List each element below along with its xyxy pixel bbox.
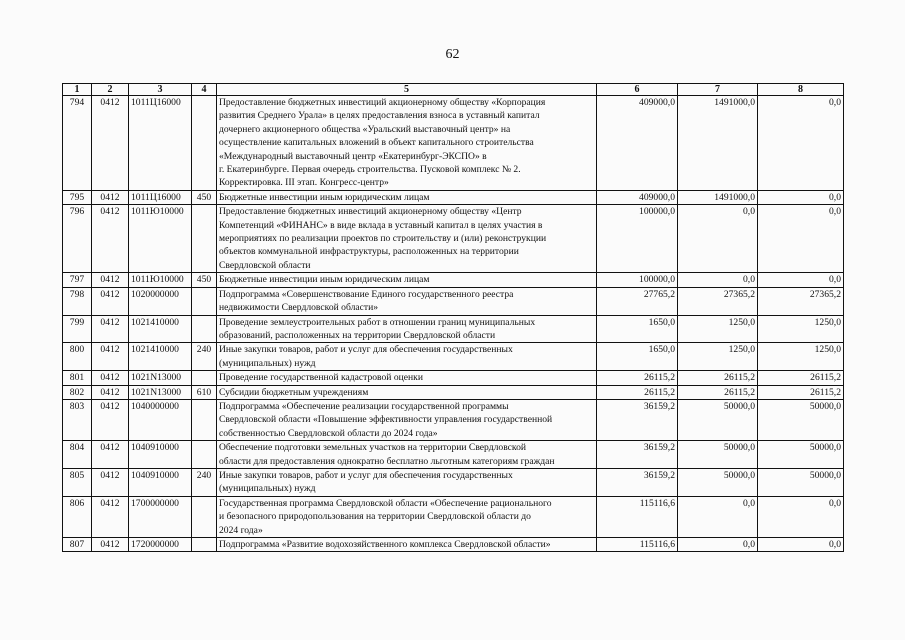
table-row [63, 96, 844, 191]
amount-2024-cell: 1250,0 [758, 343, 844, 371]
description-line: развития Среднего Урала» в целях предоставления взноса в уставный капитал [219, 110, 540, 122]
header-cell: 3 [129, 84, 192, 96]
description-cell [217, 441, 597, 469]
expense-type-cell [192, 287, 217, 315]
amount-2023-cell: 26115,2 [678, 385, 758, 399]
row-number-cell: 806 [63, 496, 92, 537]
description-cell [217, 190, 597, 204]
row-number-cell: 798 [63, 287, 92, 315]
table-row [63, 205, 844, 273]
row-number-cell: 794 [63, 96, 92, 191]
section-code-cell: 0412 [92, 538, 129, 552]
amount-2022-cell: 1650,0 [597, 315, 678, 343]
header-cell: 4 [192, 84, 217, 96]
amount-2024-cell: 0,0 [758, 496, 844, 537]
amount-2024-cell: 50000,0 [758, 468, 844, 496]
target-article-cell: 1011Ю10000 [129, 273, 192, 287]
expense-type-cell: 450 [192, 190, 217, 204]
description-cell [217, 468, 597, 496]
target-article-cell: 1040910000 [129, 441, 192, 469]
amount-2022-cell: 36159,2 [597, 399, 678, 440]
budget-table [62, 83, 844, 552]
amount-2023-cell: 26115,2 [678, 371, 758, 385]
table-row [63, 371, 844, 385]
target-article-cell: 1011Ц16000 [129, 190, 192, 204]
amount-2022-cell: 36159,2 [597, 468, 678, 496]
description-cell [217, 96, 597, 191]
row-number-cell: 797 [63, 273, 92, 287]
description-line: «Международный выставочный центр «Екатеринбург-ЭКСПО» в [219, 150, 487, 162]
header-cell: 1 [63, 84, 92, 96]
row-number-cell: 799 [63, 315, 92, 343]
section-code-cell: 0412 [92, 315, 129, 343]
header-cell: 8 [758, 84, 844, 96]
expense-type-cell [192, 315, 217, 343]
section-code-cell: 0412 [92, 273, 129, 287]
table-row [63, 190, 844, 204]
description-line: Предоставление бюджетных инвестиций акционерному обществу «Корпорация [219, 97, 546, 108]
description-cell [217, 205, 597, 273]
amount-2023-cell: 27365,2 [678, 287, 758, 315]
row-number-cell: 807 [63, 538, 92, 552]
description-line: Обеспечение подготовки земельных участков на территории Свердловской [219, 442, 527, 454]
section-code-cell: 0412 [92, 441, 129, 469]
expense-type-cell: 240 [192, 343, 217, 371]
table-row [63, 538, 844, 552]
expense-type-cell [192, 496, 217, 537]
amount-2024-cell: 50000,0 [758, 441, 844, 469]
amount-2023-cell: 0,0 [678, 273, 758, 287]
description-line: Субсидии бюджетным учреждениям [219, 386, 369, 398]
description-line: объектов коммунальной инфраструктуры, расположенных на территории [219, 246, 519, 258]
target-article-cell: 1700000000 [129, 496, 192, 537]
description-line: мероприятиях по реализации проектов по строительству и (или) реконструкции [219, 233, 547, 245]
amount-2024-cell: 26115,2 [758, 371, 844, 385]
table-row [63, 496, 844, 537]
expense-type-cell [192, 205, 217, 273]
target-article-cell: 1021410000 [129, 343, 192, 371]
target-article-cell: 1720000000 [129, 538, 192, 552]
section-code-cell: 0412 [92, 190, 129, 204]
expense-type-cell: 610 [192, 385, 217, 399]
table-header-row [63, 84, 844, 96]
row-number-cell: 805 [63, 468, 92, 496]
description-line: осуществление капитальных вложений в объект капитального строительства [219, 137, 534, 149]
table-row [63, 385, 844, 399]
section-code-cell: 0412 [92, 96, 129, 191]
table-row [63, 468, 844, 496]
row-number-cell: 795 [63, 190, 92, 204]
description-line: (муниципальных) нужд [219, 357, 316, 369]
expense-type-cell [192, 538, 217, 552]
description-cell [217, 273, 597, 287]
description-line: Проведение землеустроительных работ в отношении границ муниципальных [219, 316, 536, 328]
table-row [63, 343, 844, 371]
header-cell: 2 [92, 84, 129, 96]
section-code-cell: 0412 [92, 287, 129, 315]
amount-2022-cell: 36159,2 [597, 441, 678, 469]
expense-type-cell [192, 399, 217, 440]
amount-2024-cell: 0,0 [758, 273, 844, 287]
description-line: Иные закупки товаров, работ и услуг для обеспечения государственных [219, 344, 513, 356]
table-row [63, 287, 844, 315]
section-code-cell: 0412 [92, 468, 129, 496]
target-article-cell: 1040000000 [129, 399, 192, 440]
description-line: Предоставление бюджетных инвестиций акционерному обществу «Центр [219, 206, 522, 218]
amount-2024-cell: 0,0 [758, 96, 844, 191]
amount-2022-cell: 100000,0 [597, 273, 678, 287]
expense-type-cell [192, 441, 217, 469]
amount-2022-cell: 27765,2 [597, 287, 678, 315]
amount-2024-cell: 0,0 [758, 205, 844, 273]
amount-2022-cell: 409000,0 [597, 96, 678, 191]
section-code-cell: 0412 [92, 385, 129, 399]
table-row [63, 441, 844, 469]
description-line: (муниципальных) нужд [219, 483, 316, 495]
row-number-cell: 803 [63, 399, 92, 440]
amount-2024-cell: 0,0 [758, 538, 844, 552]
target-article-cell: 1011Ц16000 [129, 96, 192, 191]
expense-type-cell [192, 371, 217, 385]
amount-2022-cell: 1650,0 [597, 343, 678, 371]
amount-2024-cell: 1250,0 [758, 315, 844, 343]
table-row [63, 315, 844, 343]
amount-2024-cell: 26115,2 [758, 385, 844, 399]
description-cell [217, 343, 597, 371]
description-line: Свердловской области «Повышение эффективности управления государственной [219, 414, 553, 426]
page-number: 62 [445, 47, 460, 62]
section-code-cell: 0412 [92, 371, 129, 385]
row-number-cell: 802 [63, 385, 92, 399]
table-row [63, 273, 844, 287]
amount-2023-cell: 0,0 [678, 538, 758, 552]
header-cell: 7 [678, 84, 758, 96]
description-cell [217, 538, 597, 552]
table-body [63, 96, 844, 552]
description-line: Компетенций «ФИНАНС» в виде вклада в уставный капитал в целях участия в [219, 219, 543, 231]
target-article-cell: 1011Ю10000 [129, 205, 192, 273]
description-line: недвижимости Свердловской области» [219, 302, 379, 314]
description-cell [217, 399, 597, 440]
section-code-cell: 0412 [92, 343, 129, 371]
description-cell [217, 315, 597, 343]
description-line: образований, расположенных на территории Свердловской области [219, 329, 496, 341]
description-cell [217, 371, 597, 385]
description-line: собственностью Свердловской области до 2024 года» [219, 427, 438, 439]
amount-2022-cell: 26115,2 [597, 385, 678, 399]
description-line: Подпрограмма «Обеспечение реализации государственной программы [219, 400, 509, 412]
row-number-cell: 796 [63, 205, 92, 273]
description-line: Подпрограмма «Совершенствование Единого государственного реестра [219, 288, 514, 300]
amount-2024-cell: 50000,0 [758, 399, 844, 440]
description-line: Бюджетные инвестиции иным юридическим лицам [219, 274, 430, 286]
amount-2023-cell: 0,0 [678, 205, 758, 273]
amount-2023-cell: 1491000,0 [678, 190, 758, 204]
description-line: области для предоставления однократно бесплатно льготным категориям граждан [219, 455, 555, 467]
amount-2022-cell: 115116,6 [597, 496, 678, 537]
amount-2023-cell: 1491000,0 [678, 96, 758, 191]
description-line: Свердловской области [219, 259, 311, 271]
description-line: Государственная программа Свердловской области «Обеспечение рационального [219, 497, 552, 509]
description-line: 2024 года» [219, 524, 263, 536]
target-article-cell: 1021410000 [129, 315, 192, 343]
amount-2022-cell: 409000,0 [597, 190, 678, 204]
description-line: Корректировка. III этап. Конгресс-центр» [219, 177, 389, 189]
description-cell [217, 287, 597, 315]
amount-2022-cell: 115116,6 [597, 538, 678, 552]
target-article-cell: 1021N13000 [129, 371, 192, 385]
amount-2023-cell: 50000,0 [678, 468, 758, 496]
amount-2024-cell: 0,0 [758, 190, 844, 204]
target-article-cell: 1021N13000 [129, 385, 192, 399]
description-line: Иные закупки товаров, работ и услуг для обеспечения государственных [219, 469, 513, 481]
description-line: Бюджетные инвестиции иным юридическим лицам [219, 191, 430, 203]
description-line: дочернего акционерного общества «Уральский выставочный центр» на [219, 123, 511, 135]
amount-2022-cell: 26115,2 [597, 371, 678, 385]
section-code-cell: 0412 [92, 399, 129, 440]
header-cell: 5 [217, 84, 597, 96]
section-code-cell: 0412 [92, 205, 129, 273]
amount-2023-cell: 50000,0 [678, 399, 758, 440]
description-cell [217, 385, 597, 399]
amount-2022-cell: 100000,0 [597, 205, 678, 273]
description-line: г. Екатеринбурге. Первая очередь строительства. Пусковой комплекс № 2. [219, 164, 521, 176]
target-article-cell: 1040910000 [129, 468, 192, 496]
header-cell: 6 [597, 84, 678, 96]
description-line: Подпрограмма «Развитие водохозяйственного комплекса Свердловской области» [219, 539, 551, 550]
row-number-cell: 804 [63, 441, 92, 469]
description-cell [217, 496, 597, 537]
expense-type-cell [192, 96, 217, 191]
section-code-cell: 0412 [92, 496, 129, 537]
row-number-cell: 801 [63, 371, 92, 385]
amount-2023-cell: 1250,0 [678, 315, 758, 343]
amount-2023-cell: 50000,0 [678, 441, 758, 469]
description-line: и безопасного природопользования на территории Свердловской области до [219, 511, 531, 523]
target-article-cell: 1020000000 [129, 287, 192, 315]
amount-2023-cell: 1250,0 [678, 343, 758, 371]
amount-2024-cell: 27365,2 [758, 287, 844, 315]
description-line: Проведение государственной кадастровой оценки [219, 372, 423, 384]
expense-type-cell: 240 [192, 468, 217, 496]
table-row [63, 399, 844, 440]
amount-2023-cell: 0,0 [678, 496, 758, 537]
row-number-cell: 800 [63, 343, 92, 371]
expense-type-cell: 450 [192, 273, 217, 287]
